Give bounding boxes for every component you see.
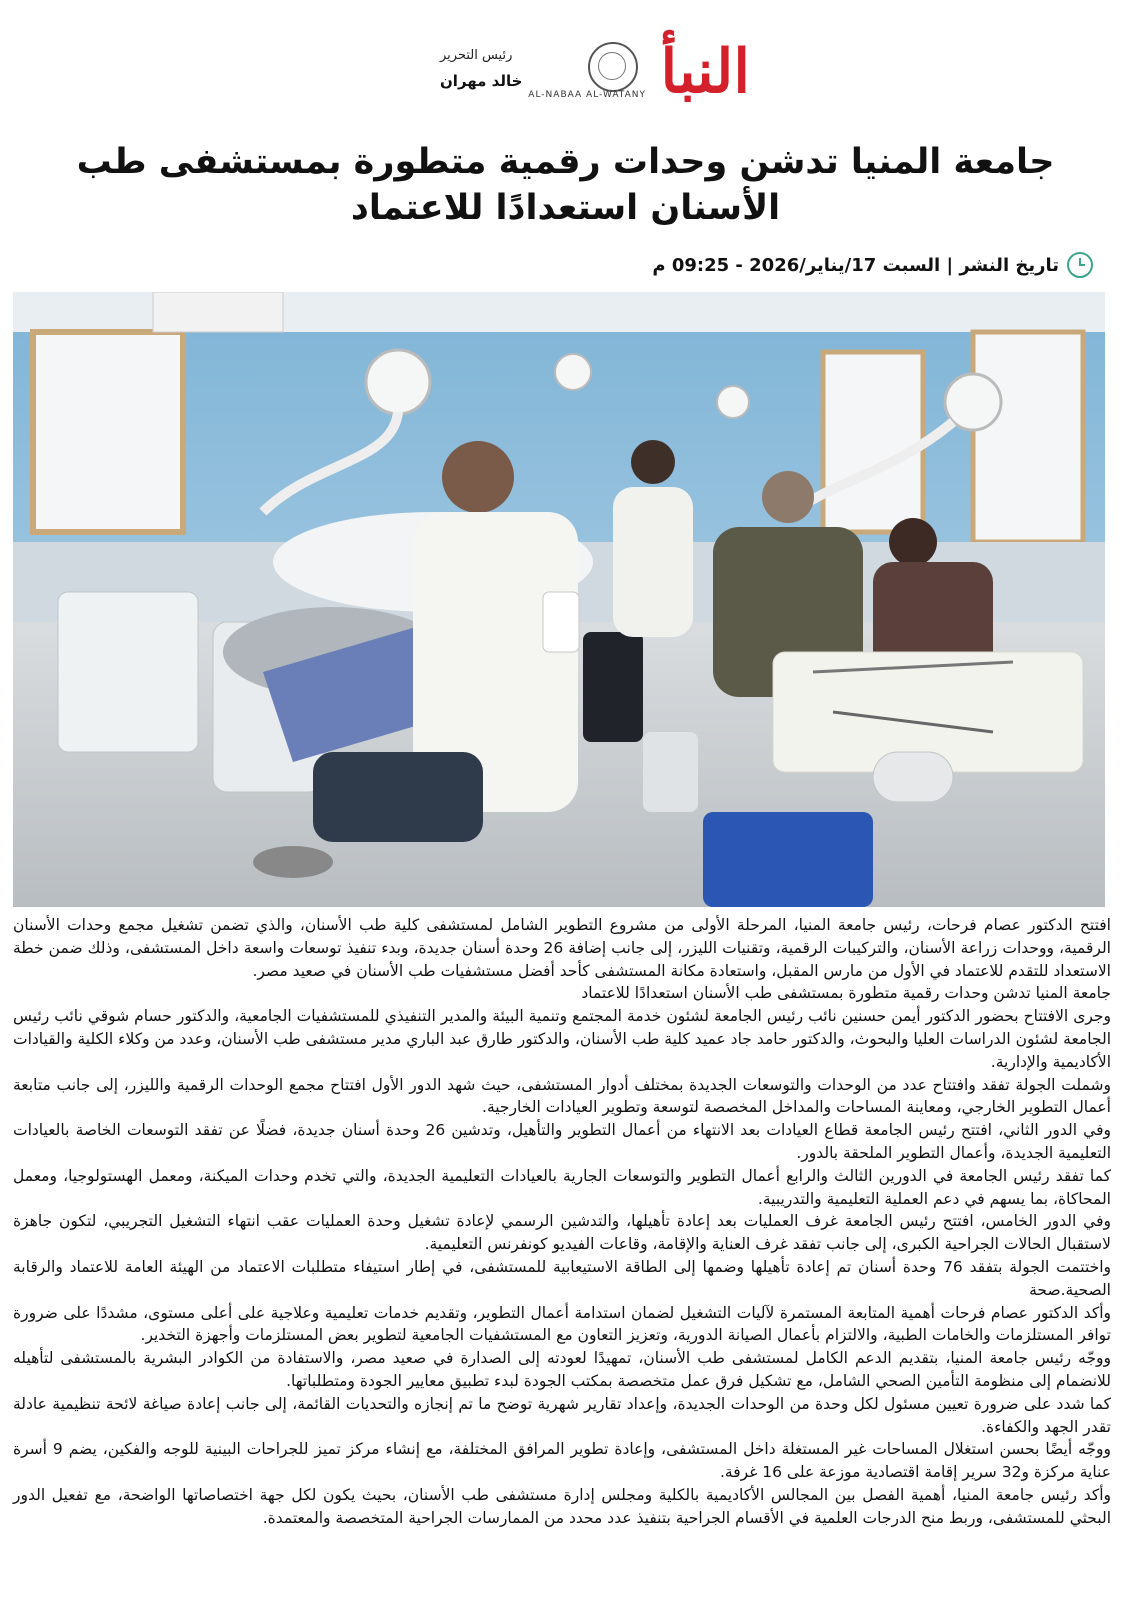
logo-latin-text: AL-NABAA AL-WATANY [528,90,646,100]
article-paragraph: وأكد الدكتور عصام فرحات أهمية المتابعة المستمرة لآليات التشغيل لضمان استدامة أعمال التطوير، وتقديم خدمات تعليمية وعلاجية على أعلى مستوى، مشددًا على ضرورة توافر المستلزمات والخامات الطبية، والالتزام بأعمال الصيانة الدورية، وتعزيز التعاون مع المستشفيات الجامعية لتطوير بعض المستلزمات وأجهزة التخدير. [13,1303,1111,1345]
article-paragraph: وفي الدور الثاني، افتتح رئيس الجامعة قطاع العيادات بعد الانتهاء من أعمال التطوير والتأهيل، وتدشين 26 وحدة أسنان جديدة، فضلًا عن تفقد التوسعات الخاصة بالعيادات التعليمية الجديدة، وأعمال التطوير الملحقة بالدور. [13,1121,1111,1162]
clock-icon [1067,252,1093,278]
article-paragraph: كما شدد على ضرورة تعيين مسئول لكل وحدة من الوحدات الجديدة، وإعداد تقارير شهرية توضح ما تم إنجازه والتحديات القائمة، إلى جانب إعادة صياغة لائحة تنظيمية عادلة تقدر الجهد والكفاءة. [13,1394,1111,1436]
article-paragraph: ووجّه أيضًا بحسن استغلال المساحات غير المستغلة داخل المستشفى، وإعادة تطوير المرافق المختلفة، مع إنشاء مركز تميز للجراحات البينية للوجه والفكين، يضم 9 أسرة عناية مركزة و32 سرير إقامة اقتصادية موزعة على 16 غرفة. [13,1440,1111,1482]
article-photo [13,292,1105,907]
publish-dateline [652,252,1093,278]
article-paragraph: افتتح الدكتور عصام فرحات، رئيس جامعة المنيا، المرحلة الأولى من مشروع التطوير الشامل لمستشفى كلية طب الأسنان، والذي تضمن تشغيل مجمع وحدات الأسنان الرقمية، ووحدات زراعة الأسنان، والتركيبات الرقمية، وتقنيات الليزر، إلى جانب إضافة 26 وحدة أسنان جديدة، وبدء تنفيذ توسعات واسعة داخل المستشفى، وذلك ضمن خطة الاستعداد للتقدم للاعتماد في الأول من مارس المقبل، واستعادة مكانة المستشفى كأحد أفضل مستشفيات طب الأسنان في صعيد مصر. [13,916,1111,980]
article-paragraph: جامعة المنيا تدشن وحدات رقمية متطورة بمستشفى طب الأسنان استعدادًا للاعتماد [581,984,1111,1003]
article-paragraph: وأكد رئيس جامعة المنيا، أهمية الفصل بين المجالس الأكاديمية بالكلية ومجلس إدارة مستشفى طب الأسنان، بحيث يكون لكل جهة اختصاصاتها الواضحة، مع تفعيل الدور البحثي للمستشفى، وربط منح الدرجات العلمية في الأقسام الجراحية بتنفيذ عدد محدد من الممارسات الجراحية المتخصصة والمعتمدة. [13,1485,1111,1527]
newspaper-logo: النبأ [660,37,750,107]
article-paragraph: وفي الدور الخامس، افتتح رئيس الجامعة غرف العمليات بعد إعادة تأهيلها، والتدشين الرسمي لإعادة تشغيل وحدة العمليات عقب انتهاء التشغيل التجريبي، لتكون جاهزة لاستقبال الحالات الجراحية الكبرى، إلى جانب تفقد غرف العناية والإقامة، وقاعات الفيديو كونفرنس التعليمية. [13,1212,1111,1254]
article-paragraph: كما تفقد رئيس الجامعة في الدورين الثالث والرابع أعمال التطوير والتوسعات الجارية بالعيادات التعليمية الجديدة، والتي تخدم وحدات الميكنة، ومعمل الهستولوجيا، ومعمل المحاكاة، بما يسهم في دعم العملية التعليمية والتدريبية. [13,1166,1111,1208]
editor-name: خالد مهران [440,72,523,90]
publish-date-text: تاريخ النشر | السبت 17/يناير/2026 - 09:25 م [652,254,1059,276]
article-paragraph: واختتمت الجولة بتفقد 76 وحدة أسنان تم إعادة تأهيلها وضمها إلى الطاقة الاستيعابية للمستشفى، في إطار استيفاء متطلبات الاعتماد من الهيئة العامة للاعتماد والرقابة الصحية.صحة [13,1257,1112,1299]
editor-label: رئيس التحرير [440,48,513,63]
masthead [430,37,750,120]
article-paragraph: وجرى الافتتاح بحضور الدكتور أيمن حسنين نائب رئيس الجامعة لشئون خدمة المجتمع وتنمية البيئة والمدير التنفيذي للمستشفيات الجامعية، والدكتور حسام شوقي نائب رئيس الجامعة لشئون الدراسات العليا والبحوث، والدكتور حامد جاد عميد كلية طب الأسنان، والدكتور طارق عبد الباري مدير مستشفى طب الأسنان، وعدد من وكلاء الكلية والقيادات الأكاديمية والإدارية. [13,1007,1111,1071]
article-paragraph: ووجّه رئيس جامعة المنيا، بتقديم الدعم الكامل لمستشفى طب الأسنان، تمهيدًا لعودته إلى الصدارة في صعيد مصر، والاستفادة من الكوادر البشرية بالمستشفى لتأهيله للانضمام إلى منظومة التأمين الصحي الشامل، مع تشكيل فرق عمل متخصصة بمكتب الجودة لبدء تطبيق معايير الجودة ومتطلباتها. [13,1349,1111,1390]
article-headline: جامعة المنيا تدشن وحدات رقمية متطورة بمستشفى طب الأسنان استعدادًا للاعتماد [76,142,1055,228]
logo-seal-icon [588,42,638,92]
article-body [13,914,1111,1530]
article-paragraph: وشملت الجولة تفقد وافتتاح عدد من الوحدات والتوسعات الجديدة بمختلف أدوار المستشفى، حيث شهد الدور الأول افتتاح مجمع الوحدات الرقمية والليزر، إلى جانب متابعة أعمال التطوير الخارجي، ومعاينة المساحات والمداخل المخصصة لتوسعة وتطوير العيادات الخارجية. [13,1075,1111,1117]
